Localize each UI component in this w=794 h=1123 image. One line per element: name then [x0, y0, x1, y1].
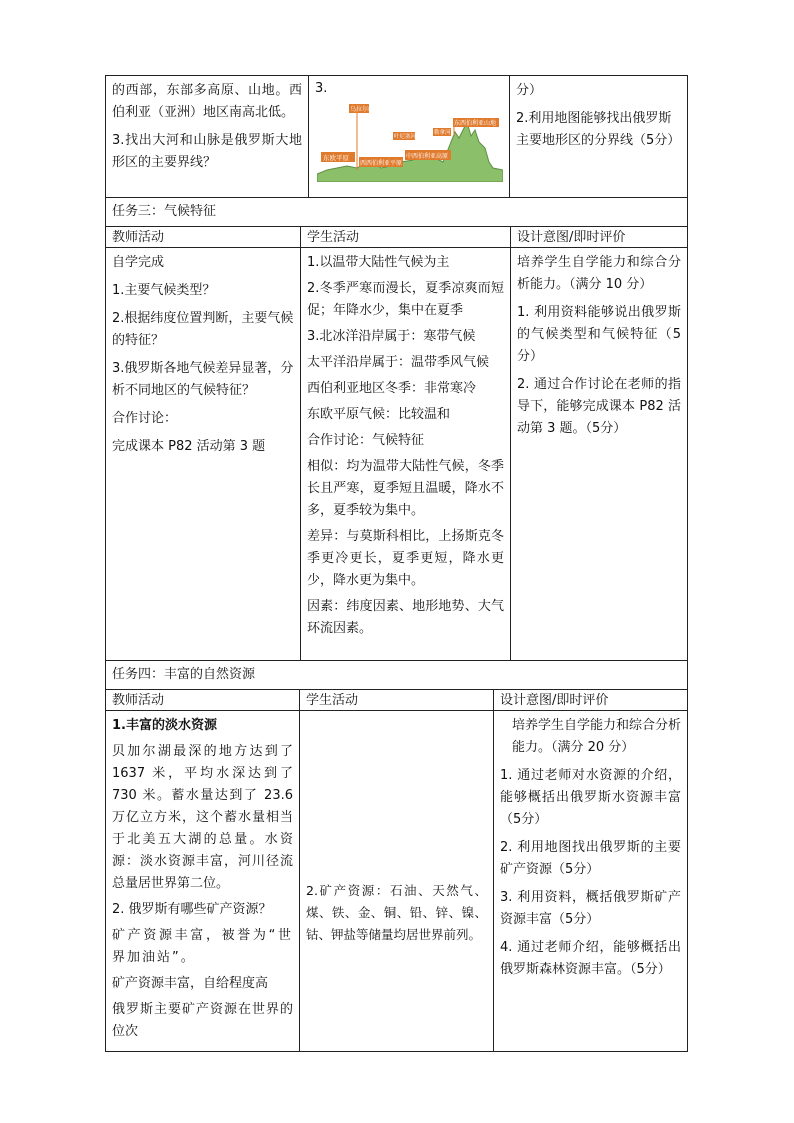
- task3-student-line: 太平洋沿岸属于：温带季风气候: [307, 355, 490, 370]
- task4-design-line: 3. 利用资料，概括俄罗斯矿产资源丰富（5分）: [500, 890, 681, 927]
- top-left-cell: [105, 75, 309, 198]
- figure-number: 3.: [315, 81, 328, 96]
- task4-teacher-line: 俄罗斯主要矿产资源在世界的位次: [112, 1002, 293, 1039]
- task4-design-line: 1. 通过老师对水资源的介绍，能够概括出俄罗斯水资源丰富（5分）: [500, 768, 681, 827]
- task4-design-line: 4. 通过老师介绍，能够概括出俄罗斯森林资源丰富。（5分）: [500, 940, 681, 977]
- label-lena: 勒拿河: [434, 130, 451, 136]
- task4-teacher-line: 2. 俄罗斯有哪些矿产资源？: [112, 902, 272, 917]
- task3-student-line: 1.以温带大陆性气候为主: [307, 255, 450, 270]
- task3-student-cell: [300, 247, 511, 661]
- task4-teacher-line: 贝加尔湖最深的地方达到了 1637 米，平均水深达到了 730 米。蓄水量达到了 23.6 万亿立方米，这个蓄水量相当于北美五大湖的总量。水资源：淡水资源丰富，河川径流总量居世界第二位。: [112, 744, 293, 891]
- task4-teacher-heading: 1.丰富的淡水资源: [112, 718, 217, 733]
- task3-header-teacher: 教师活动: [105, 226, 301, 248]
- task3-title: [105, 197, 688, 227]
- top-left-text-1: 的西部，东部多高原、山地。西伯利亚（亚洲）地区南高北低。: [112, 83, 302, 120]
- task3-header-design: 设计意图/即时评价: [510, 226, 688, 248]
- label-dongxiboliya: 东西伯利亚山地: [454, 120, 497, 127]
- task3-teacher-line: 1.主要气候类型？: [112, 283, 216, 298]
- top-left-text-2: 3.找出大河和山脉是俄罗斯大地形区的主要界线？: [112, 133, 302, 170]
- task4-design-line: 2. 利用地图找出俄罗斯的主要矿产资源（5分）: [500, 840, 681, 877]
- terrain-profile-figure: [317, 102, 503, 182]
- task4-design-cell: [493, 710, 688, 1052]
- task4-title: [105, 660, 688, 690]
- task4-student-line: 2.矿产资源：石油、天然气、煤、铁、金、铜、铅、锌、镍、钴、钾盐等储量均居世界前列。: [306, 883, 487, 942]
- task3-teacher-line: 完成课本 P82 活动第 3 题: [112, 439, 266, 454]
- task3-teacher-line: 自学完成: [112, 255, 165, 270]
- task4-header-design: 设计意图/即时评价: [493, 689, 688, 711]
- task3-design-cell: [510, 247, 688, 661]
- task4-teacher-line: 矿产资源丰富，被誉为“世界加油站”。: [112, 928, 293, 965]
- task3-student-line: 3.北冰洋沿岸属于：寒带气候: [307, 329, 476, 344]
- task3-teacher-line: 2.根据纬度位置判断，主要气候的特征？: [112, 311, 294, 348]
- label-zhongxiboliya: 中西伯利亚高原: [406, 153, 449, 160]
- task3-student-line: 相似：均为温带大陆性气候，冬季长且严寒，夏季短且温暖，降水不多，夏季较为集中。: [307, 459, 504, 518]
- label-yenisai: 叶尼塞河: [394, 134, 417, 140]
- task4-student-cell: [299, 710, 494, 1052]
- label-xixiboliya: 西西伯利亚平原: [360, 160, 403, 167]
- task4-title-text: 任务四：丰富的自然资源: [112, 667, 256, 682]
- task3-design-line: 2. 通过合作讨论在老师的指导下，能够完成课本 P82 活动第 3 题。（5分）: [517, 377, 681, 436]
- label-dongou: 东欧平原: [323, 154, 349, 162]
- task3-student-line: 差异：与莫斯科相比，上扬斯克冬季更冷更长，夏季更短，降水更少，降水更为集中。: [307, 529, 504, 588]
- label-wulaer: 乌拉尔山: [350, 106, 375, 113]
- task4-teacher-cell: [105, 710, 300, 1052]
- top-right-cell: [509, 75, 688, 198]
- task4-header-student: 学生活动: [299, 689, 494, 711]
- task3-teacher-cell: [105, 247, 301, 661]
- task4-teacher-line: 矿产资源丰富，自给程度高: [112, 976, 269, 991]
- task3-student-line: 合作讨论：气候特征: [307, 433, 425, 448]
- task4-design-line: 培养学生自学能力和综合分析能力。（满分 20 分）: [512, 718, 682, 755]
- task3-design-line: 1. 利用资料能够说出俄罗斯的气候类型和气候特征（5分）: [517, 305, 681, 364]
- task3-student-line: 2.冬季严寒而漫长，夏季凉爽而短促；年降水少，集中在夏季: [307, 281, 504, 318]
- task3-teacher-line: 3.俄罗斯各地气候差异显著，分析不同地区的气候特征？: [112, 361, 294, 398]
- top-middle-cell: [308, 75, 510, 198]
- top-right-text-2: 2.利用地图能够找出俄罗斯主要地形区的分界线（5分）: [516, 111, 681, 148]
- task3-student-line: 东欧平原气候：比较温和: [307, 407, 451, 422]
- top-right-text-1: 分）: [516, 83, 543, 98]
- task4-header-teacher: 教师活动: [105, 689, 300, 711]
- task3-header-student: 学生活动: [300, 226, 511, 248]
- task3-teacher-line: 合作讨论：: [112, 411, 178, 426]
- task3-design-line: 培养学生自学能力和综合分析能力。（满分 10 分）: [517, 255, 681, 292]
- task3-title-text: 任务三：气候特征: [112, 204, 217, 219]
- task3-student-line: 因素：纬度因素、地形地势、大气环流因素。: [307, 599, 504, 636]
- task3-student-line: 西伯利亚地区冬季：非常寒冷: [307, 381, 477, 396]
